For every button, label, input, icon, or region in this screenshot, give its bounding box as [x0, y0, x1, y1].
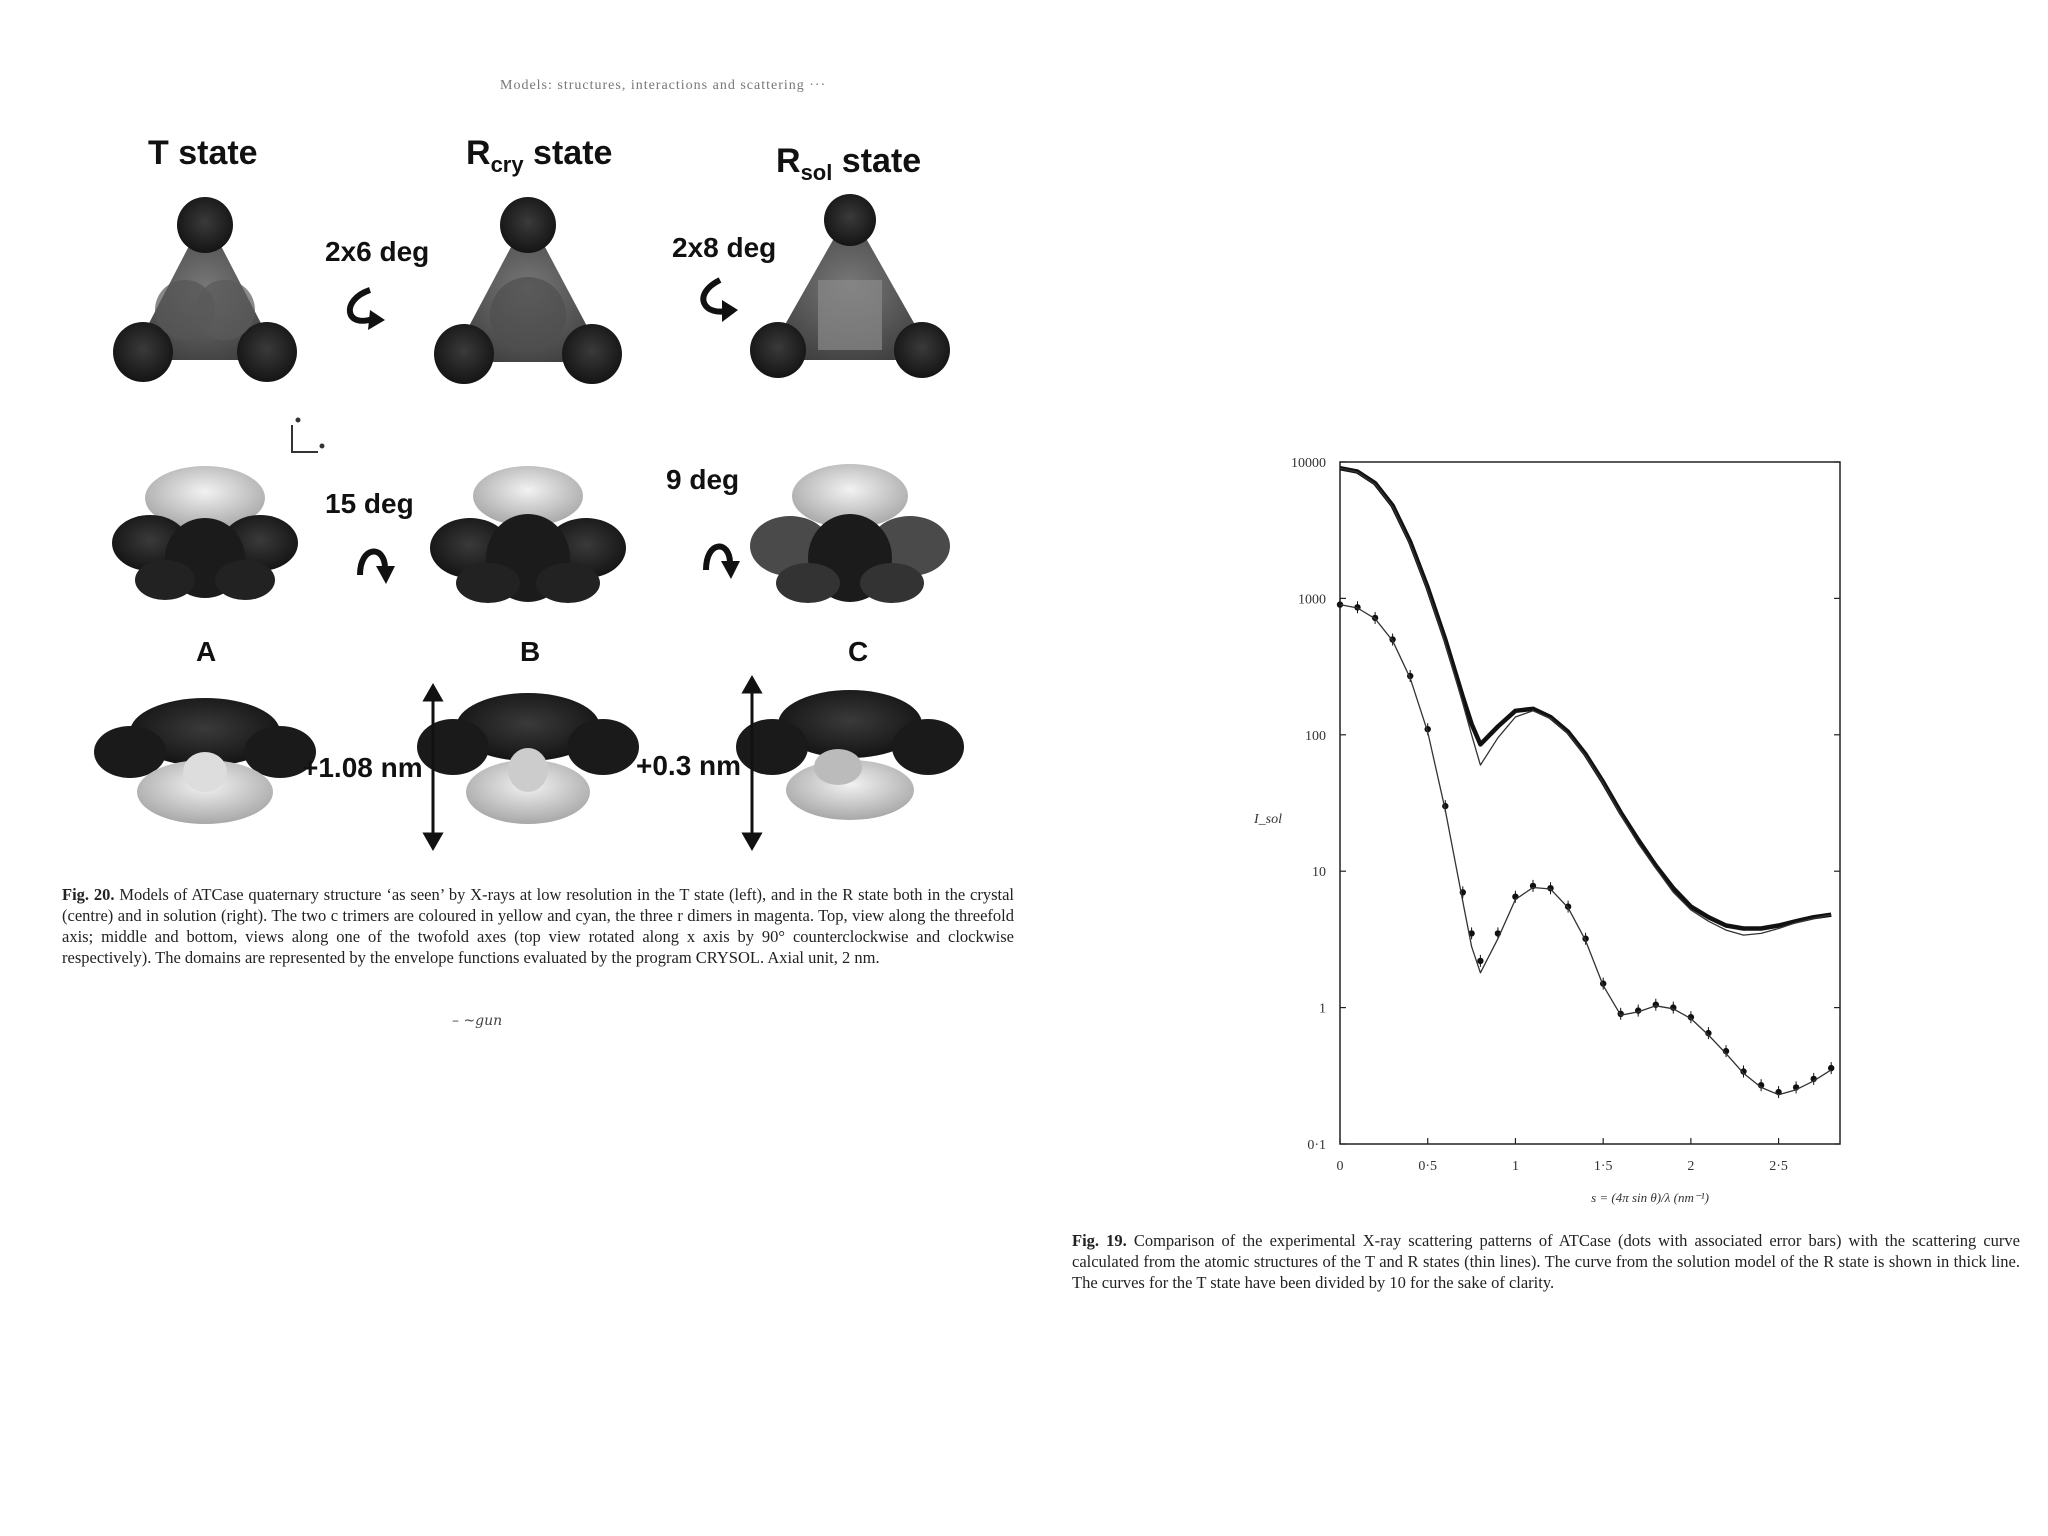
series-thin-line [1340, 605, 1831, 1095]
shift-label-1: +1.08 nm [302, 752, 423, 783]
molecule-c-top [750, 194, 950, 378]
fig19-caption [1072, 1230, 2020, 1293]
fig19-caption-label: Fig. 19. [1072, 1231, 1127, 1250]
rotate-arrow-top-2 [703, 280, 738, 322]
title-rsol-sub: sol [800, 159, 833, 185]
fig20-caption-text: Models of ATCase quaternary structure ‘as seen’ by X-rays at low resolution in the T state (left), and in the R state both in the crystal (centre) and in solution (right). The two c trimers are coloured in yellow and cyan, the three r dimers in magenta. Top, view along the threefold axis; middle and bottom, views along one of the twofold axes (top view rotated along x axis by 90° counterclockwise and clockwise respectively). The domains are represented by the envelope functions evaluated by the program CRYSOL. Axial unit, 2 nm. [62, 885, 1015, 967]
molecule-a-bottom [94, 698, 316, 824]
molecule-b-bottom [417, 693, 639, 824]
column-letter-b: B [520, 636, 541, 667]
series-thick-line [1340, 468, 1831, 928]
y-tick-label: 100 [1305, 728, 1326, 744]
title-t-state: T state [148, 134, 258, 172]
molecule-a-side [112, 466, 298, 600]
y-tick-label: 1 [1319, 1001, 1326, 1017]
title-rcry-main: R [466, 134, 491, 172]
y-tick-label: 10000 [1291, 456, 1326, 471]
shift-label-2: +0.3 nm [636, 750, 742, 781]
title-rsol-main: R [776, 142, 801, 180]
y-axis-label: I_sol [1254, 812, 1282, 827]
molecule-b-side [430, 466, 626, 603]
x-tick-label: 0·5 [1418, 1159, 1438, 1174]
x-axis-label: s = (4π sin θ)/λ (nm⁻¹) [1591, 1190, 1709, 1205]
fig20-caption [62, 884, 1014, 968]
x-tick-label: 0 [1336, 1159, 1344, 1174]
molecule-a-top [113, 197, 297, 382]
fig20-caption-label: Fig. 20. [62, 885, 115, 904]
plot-frame [1340, 462, 1840, 1144]
molecule-c-side [750, 464, 950, 603]
title-rcry-rest: state [523, 134, 613, 172]
rotate-arrow-top-1 [350, 290, 385, 330]
x-tick-label: 1·5 [1593, 1159, 1613, 1174]
rotate-arrow-mid-1 [360, 552, 395, 584]
axis-indicator-icon [292, 419, 324, 453]
rotation-label-top-1: 2x6 deg [325, 236, 430, 267]
rotate-arrow-mid-2 [706, 547, 740, 579]
column-letter-a: A [196, 636, 217, 667]
y-tick-label: 1000 [1298, 592, 1326, 608]
fig20-graphics [0, 0, 1000, 860]
y-tick-label: 0·1 [1307, 1138, 1326, 1153]
x-tick-label: 2·5 [1769, 1159, 1788, 1174]
fig19-caption-text: Comparison of the experimental X-ray scattering patterns of ATCase (dots with associated error bars) with the scattering curve calculated from the atomic structures of the T and R states (thin lines). The curve from the solution model of the R state is shown in thick line. The curves for the T state have been divided by 10 for the sake of clarity. [1072, 1231, 2020, 1292]
handwritten-note: – ~gun [452, 1013, 503, 1029]
molecule-b-top [434, 197, 622, 384]
x-tick-label: 1 [1511, 1159, 1519, 1174]
title-rcry-sub: cry [490, 151, 524, 177]
running-header: Models: structures, interactions and scattering ··· [500, 78, 827, 93]
y-tick-label: 10 [1312, 865, 1326, 881]
series-thin-line [1340, 468, 1831, 935]
rotation-label-mid-1: 15 deg [325, 488, 414, 519]
fig19-chart [1240, 440, 1880, 1240]
x-tick-label: 2 [1687, 1159, 1695, 1174]
molecule-c-bottom [736, 690, 964, 820]
rotation-label-top-2: 2x8 deg [672, 232, 777, 263]
column-letter-c: C [848, 636, 869, 667]
title-rsol-rest: state [832, 142, 922, 180]
rotation-label-mid-2: 9 deg [666, 464, 740, 495]
